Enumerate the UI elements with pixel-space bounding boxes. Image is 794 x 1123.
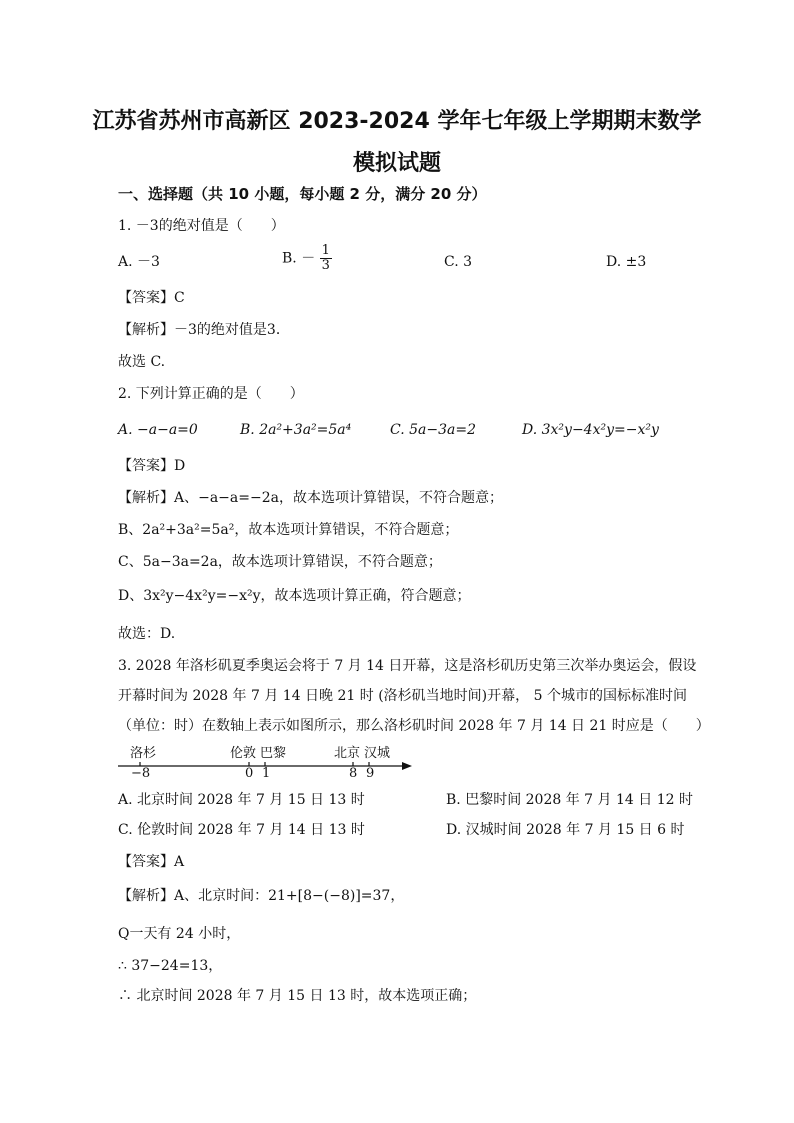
tick-label-1: 1 bbox=[262, 766, 271, 781]
q3-option-d: D. 汉城时间 2028 年 7 月 15 日 6 时 bbox=[446, 822, 685, 838]
q1-stem: 1. －3的绝对值是（ ） bbox=[118, 218, 285, 234]
q1-fraction bbox=[320, 244, 332, 273]
city-label-la: 洛杉 bbox=[130, 746, 157, 761]
q3-stem-line2: 开幕时间为 2028 年 7 月 14 日晚 21 时 (洛杉矶当地时间)开幕， 5 个城市的国标标准时间 bbox=[118, 688, 687, 704]
q3-analysis-1: 【解析】A、北京时间：21+[8−(−8)]=37， bbox=[118, 888, 405, 904]
q1-option-b bbox=[282, 244, 332, 273]
tick-label-8: 8 bbox=[349, 766, 358, 781]
q2-option-d: D. 3x²y−4x²y=−x²y bbox=[522, 422, 659, 438]
city-label-london: 伦敦 bbox=[230, 746, 257, 761]
q3-option-c: C. 伦敦时间 2028 年 7 月 14 日 13 时 bbox=[118, 822, 365, 838]
page-title-line1: 江苏省苏州市高新区 2023-2024 学年七年级上学期期末数学 bbox=[92, 109, 702, 134]
q3-option-b: B. 巴黎时间 2028 年 7 月 14 日 12 时 bbox=[446, 792, 693, 808]
q1-analysis: 【解析】－3的绝对值是3． bbox=[118, 322, 290, 338]
page-title-line2: 模拟试题 bbox=[352, 151, 441, 176]
q2-analysis-b: B、2a²+3a²=5a²，故本选项计算错误，不符合题意； bbox=[118, 522, 459, 538]
q3-analysis-2: Q一天有 24 小时， bbox=[118, 926, 241, 942]
q2-option-a: A. −a−a=0 bbox=[118, 422, 198, 438]
q1-option-c: C. 3 bbox=[444, 254, 473, 270]
q2-choose: 故选：D. bbox=[118, 626, 176, 642]
city-label-paris: 巴黎 bbox=[260, 746, 287, 761]
q2-analysis-c: C、5a−3a=2a，故本选项计算错误，不符合题意； bbox=[118, 554, 442, 570]
q1-option-a: A. －3 bbox=[118, 254, 160, 270]
q3-analysis-4: ∴ 北京时间 2028 年 7 月 15 日 13 时，故本选项正确； bbox=[118, 988, 477, 1004]
q3-option-a: A. 北京时间 2028 年 7 月 15 日 13 时 bbox=[118, 792, 365, 808]
q1-option-b-prefix: B. － bbox=[282, 250, 316, 267]
q2-answer: 【答案】D bbox=[118, 458, 186, 474]
q2-option-b: B. 2a²+3a²=5a⁴ bbox=[240, 422, 352, 438]
q1-fraction-denominator: 3 bbox=[321, 258, 330, 273]
q3-stem-line3: （单位：时）在数轴上表示如图所示，那么洛杉矶时间 2028 年 7 月 14 日 21 时应是（ ） bbox=[118, 718, 710, 734]
q3-stem-line1: 3. 2028 年洛杉矶夏季奥运会将于 7 月 14 日开幕，这是洛杉矶历史第三次举办奥运会，假设 bbox=[118, 658, 697, 674]
q2-analysis-d: D、3x²y−4x²y=−x²y，故本选项计算正确，符合题意； bbox=[118, 588, 471, 604]
q1-choose: 故选 C. bbox=[118, 354, 166, 370]
q2-option-c: C. 5a−3a=2 bbox=[390, 422, 476, 438]
city-label-beijing: 北京 bbox=[334, 746, 361, 761]
q1-option-d: D. ±3 bbox=[606, 254, 647, 270]
q1-answer: 【答案】C bbox=[118, 290, 185, 306]
q2-analysis-a: 【解析】A、−a−a=−2a，故本选项计算错误，不符合题意； bbox=[118, 490, 503, 506]
q3-answer: 【答案】A bbox=[118, 854, 185, 870]
tick-label-0: 0 bbox=[245, 766, 254, 781]
section-heading: 一、选择题（共 10 小题，每小题 2 分，满分 20 分） bbox=[118, 185, 487, 203]
city-label-seoul: 汉城 bbox=[364, 746, 391, 761]
tick-label-minus8: −8 bbox=[131, 766, 151, 781]
q2-stem: 2. 下列计算正确的是（ ） bbox=[118, 386, 304, 402]
q3-analysis-3: ∴ 37−24=13， bbox=[118, 958, 223, 974]
tick-label-9: 9 bbox=[366, 766, 375, 781]
q1-fraction-numerator: 1 bbox=[321, 243, 330, 258]
